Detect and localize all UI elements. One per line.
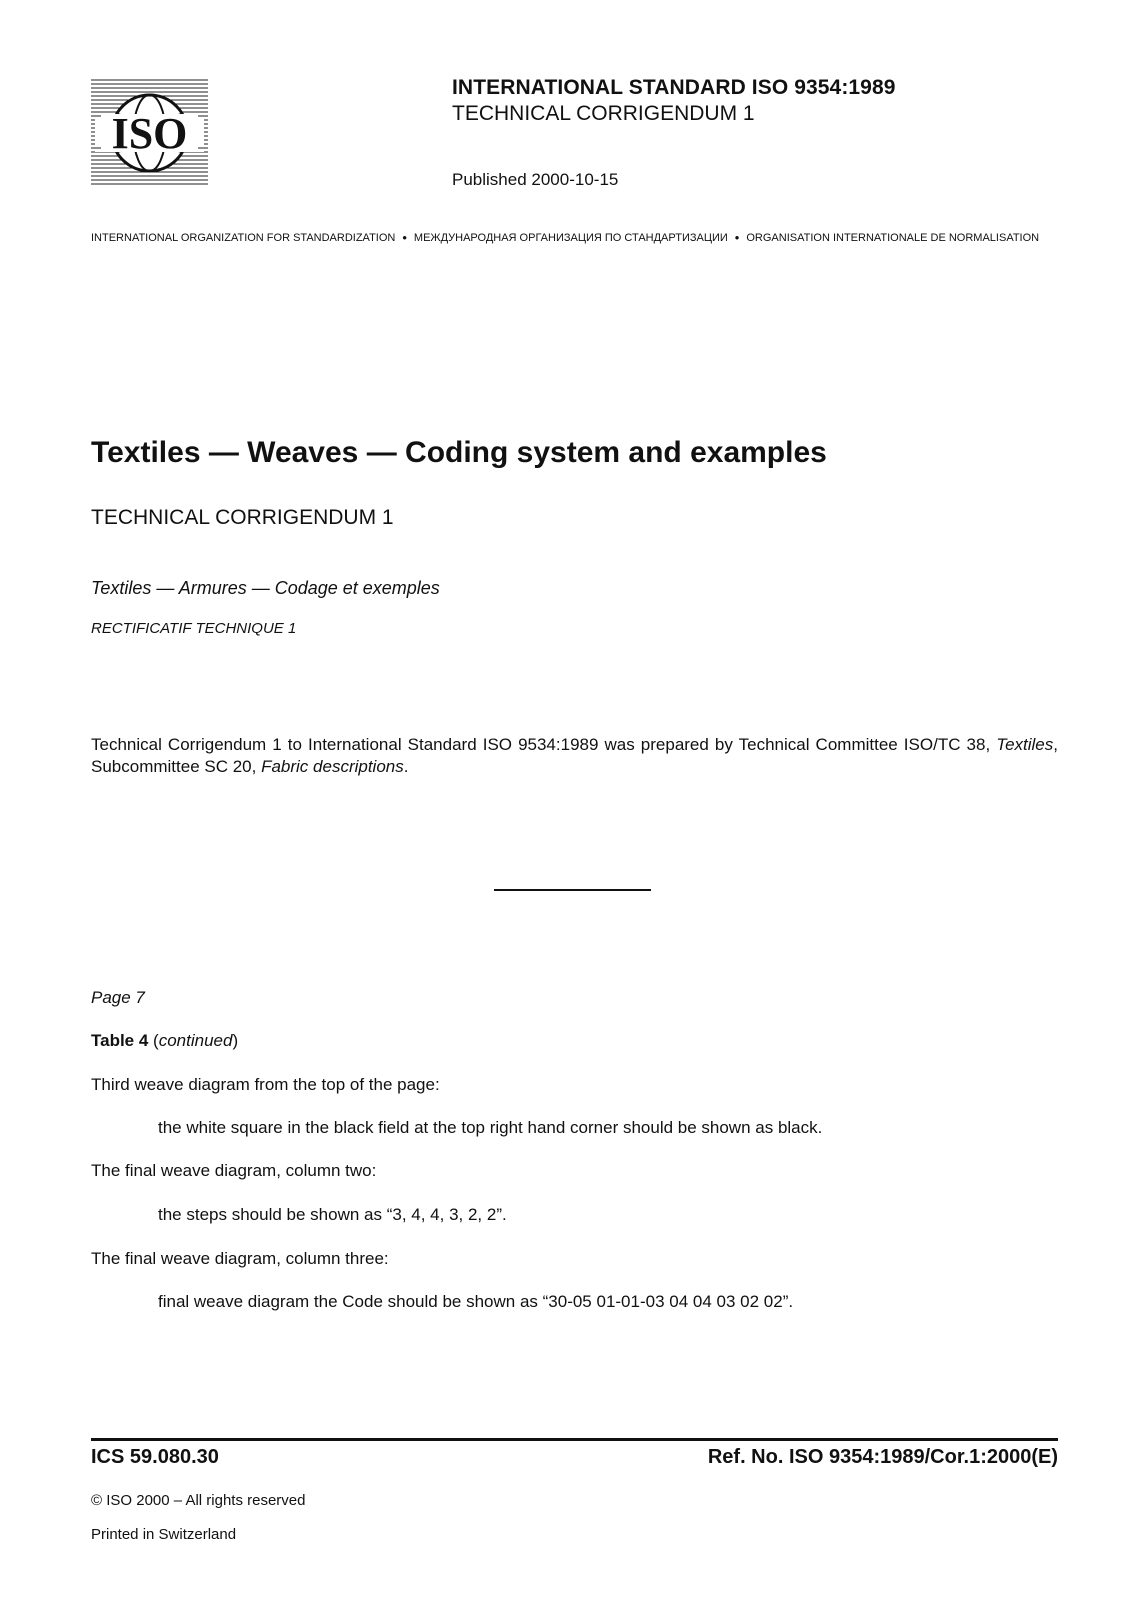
correction-heading: Third weave diagram from the top of the page: (91, 1075, 440, 1094)
organization-line (91, 229, 1061, 244)
table-reference: Table 4 (continued) (91, 1031, 239, 1050)
iso-logo-text: ISO (111, 109, 188, 158)
subcommittee-name: Fabric descriptions (261, 757, 404, 776)
header-title: INTERNATIONAL STANDARD ISO 9354:1989 (452, 76, 896, 99)
document-title: Textiles — Weaves — Coding system and examples (91, 436, 827, 469)
iso-logo (91, 78, 208, 188)
reference-number: Ref. No. ISO 9354:1989/Cor.1:2000(E) (707, 1446, 1058, 1468)
page-reference: Page 7 (91, 988, 145, 1007)
document-subtitle: TECHNICAL CORRIGENDUM 1 (91, 506, 394, 529)
section-divider (494, 889, 651, 891)
published-date: Published 2000-10-15 (452, 170, 619, 189)
correction-detail: final weave diagram the Code should be shown as “30-05 01-01-03 04 04 03 02 02”. (158, 1292, 794, 1311)
bullet-separator: • (734, 230, 740, 245)
correction-detail: the white square in the black field at the top right hand corner should be shown as black. (158, 1118, 823, 1137)
correction-heading: The final weave diagram, column three: (91, 1249, 389, 1268)
org-name-fr: ORGANISATION INTERNATIONALE DE NORMALISATION (746, 232, 1040, 244)
committee-name: Textiles (996, 735, 1054, 754)
correction-detail: the steps should be shown as “3, 4, 4, 3, 2, 2”. (158, 1205, 507, 1224)
org-name-ru: МЕЖДУНАРОДНАЯ ОРГАНИЗАЦИЯ ПО СТАНДАРТИЗАЦИИ (413, 232, 728, 244)
printed-location: Printed in Switzerland (91, 1526, 237, 1543)
copyright-notice: © ISO 2000 – All rights reserved (91, 1492, 306, 1509)
correction-heading: The final weave diagram, column two: (91, 1161, 377, 1180)
document-subtitle-french: RECTIFICATIF TECHNIQUE 1 (91, 620, 297, 637)
org-name-en: INTERNATIONAL ORGANIZATION FOR STANDARDIZATION (91, 232, 396, 244)
header-subtitle: TECHNICAL CORRIGENDUM 1 (452, 102, 755, 125)
document-title-french: Textiles — Armures — Codage et exemples (91, 578, 440, 598)
intro-paragraph: Technical Corrigendum 1 to International Standard ISO 9534:1989 was prepared by Technical Committee ISO/TC 38, Textiles, Subcommittee SC 20, Fabric descriptions. (91, 735, 1058, 776)
footer-rule (91, 1438, 1058, 1441)
ics-code: ICS 59.080.30 (91, 1446, 219, 1468)
bullet-separator: • (402, 230, 407, 245)
